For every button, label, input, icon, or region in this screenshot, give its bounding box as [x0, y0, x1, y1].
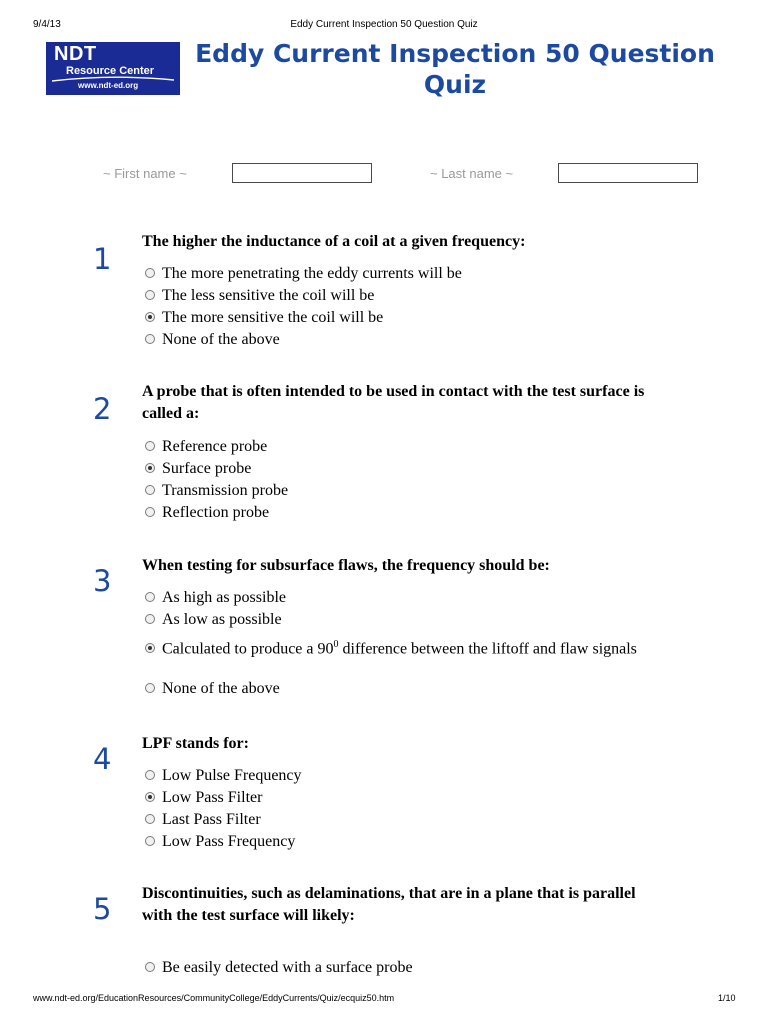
answer-option[interactable] [145, 502, 665, 524]
question-number: 4 [93, 742, 112, 776]
answer-option[interactable] [145, 957, 665, 979]
radio-button[interactable] [145, 334, 155, 344]
option-label: The more penetrating the eddy currents will be [162, 265, 462, 282]
radio-button[interactable] [145, 290, 155, 300]
option-label: Be easily detected with a surface probe [162, 959, 413, 976]
option-label: As high as possible [162, 589, 286, 606]
radio-button-selected[interactable] [145, 463, 155, 473]
radio-button[interactable] [145, 683, 155, 693]
answer-option[interactable] [145, 307, 665, 329]
question-number: 1 [93, 242, 112, 276]
page-number: 1/10 [718, 993, 736, 1003]
option-label: Low Pass Filter [162, 789, 263, 806]
radio-button[interactable] [145, 962, 155, 972]
option-label: Reference probe [162, 438, 268, 455]
answer-option[interactable] [145, 765, 665, 787]
option-label: None of the above [162, 680, 280, 697]
first-name-input[interactable] [232, 163, 372, 183]
answer-option[interactable] [145, 831, 665, 853]
logo-line1: NDT [54, 43, 97, 65]
option-label: Low Pulse Frequency [162, 767, 302, 784]
radio-button[interactable] [145, 268, 155, 278]
question-text: When testing for subsurface flaws, the frequency should be: [142, 557, 550, 574]
radio-button[interactable] [145, 485, 155, 495]
logo-line2: Resource Center [66, 65, 155, 77]
option-label: Surface probe [162, 460, 252, 477]
last-name-label: ~ Last name ~ [430, 166, 514, 181]
option-label: Reflection probe [162, 504, 270, 521]
answer-option[interactable] [145, 458, 665, 480]
answer-option[interactable] [145, 587, 665, 609]
option-label: As low as possible [162, 611, 282, 628]
option-label: The more sensitive the coil will be [162, 309, 384, 326]
print-date: 9/4/13 [33, 19, 61, 30]
radio-button[interactable] [145, 614, 155, 624]
question-text: Discontinuities, such as delaminations, that are in a plane that is parallel with the test surface will likely: [142, 885, 636, 924]
logo-line3: www.ndt-ed.org [78, 81, 139, 90]
radio-button-selected[interactable] [145, 312, 155, 322]
answer-option[interactable] [145, 480, 665, 502]
ndt-logo[interactable] [46, 42, 180, 95]
answer-option[interactable] [145, 609, 665, 631]
option-label: Last Pass Filter [162, 811, 261, 828]
question-text: A probe that is often intended to be used in contact with the test surface is called a: [142, 383, 645, 422]
radio-button-selected[interactable] [145, 792, 155, 802]
answer-option[interactable] [145, 787, 665, 809]
answer-option[interactable] [145, 263, 665, 285]
print-title: Eddy Current Inspection 50 Question Quiz [290, 19, 478, 30]
radio-button[interactable] [145, 592, 155, 602]
answer-option[interactable] [145, 678, 665, 700]
question-number: 5 [93, 892, 112, 926]
option-label: Calculated to produce a 90 [162, 640, 334, 658]
radio-button-selected[interactable] [145, 643, 155, 653]
answer-option[interactable] [145, 329, 665, 351]
page-title: Eddy Current Inspection 50 Question Quiz [195, 39, 715, 99]
degree-superscript: 0 [333, 639, 339, 650]
question-number: 3 [93, 564, 112, 598]
option-label: difference between the liftoff and flaw signals [338, 640, 637, 658]
radio-button[interactable] [145, 441, 155, 451]
radio-button[interactable] [145, 770, 155, 780]
option-label: The less sensitive the coil will be [162, 287, 375, 304]
last-name-input[interactable] [558, 163, 698, 183]
radio-button[interactable] [145, 836, 155, 846]
radio-button[interactable] [145, 814, 155, 824]
question-number: 2 [93, 392, 112, 426]
option-label: None of the above [162, 331, 280, 348]
answer-option[interactable] [145, 809, 665, 831]
first-name-label: ~ First name ~ [103, 166, 187, 181]
answer-option[interactable] [145, 285, 665, 307]
option-label: Transmission probe [162, 482, 289, 499]
answer-option[interactable] [145, 436, 665, 458]
question-text: The higher the inductance of a coil at a given frequency: [142, 233, 526, 250]
print-header [0, 0, 768, 30]
print-url: www.ndt-ed.org/EducationResources/CommunityCollege/EddyCurrents/Quiz/ecquiz50.htm [33, 993, 395, 1003]
question-text: LPF stands for: [142, 735, 249, 752]
answer-option[interactable] [142, 634, 662, 660]
option-label: Low Pass Frequency [162, 833, 296, 850]
radio-button[interactable] [145, 507, 155, 517]
